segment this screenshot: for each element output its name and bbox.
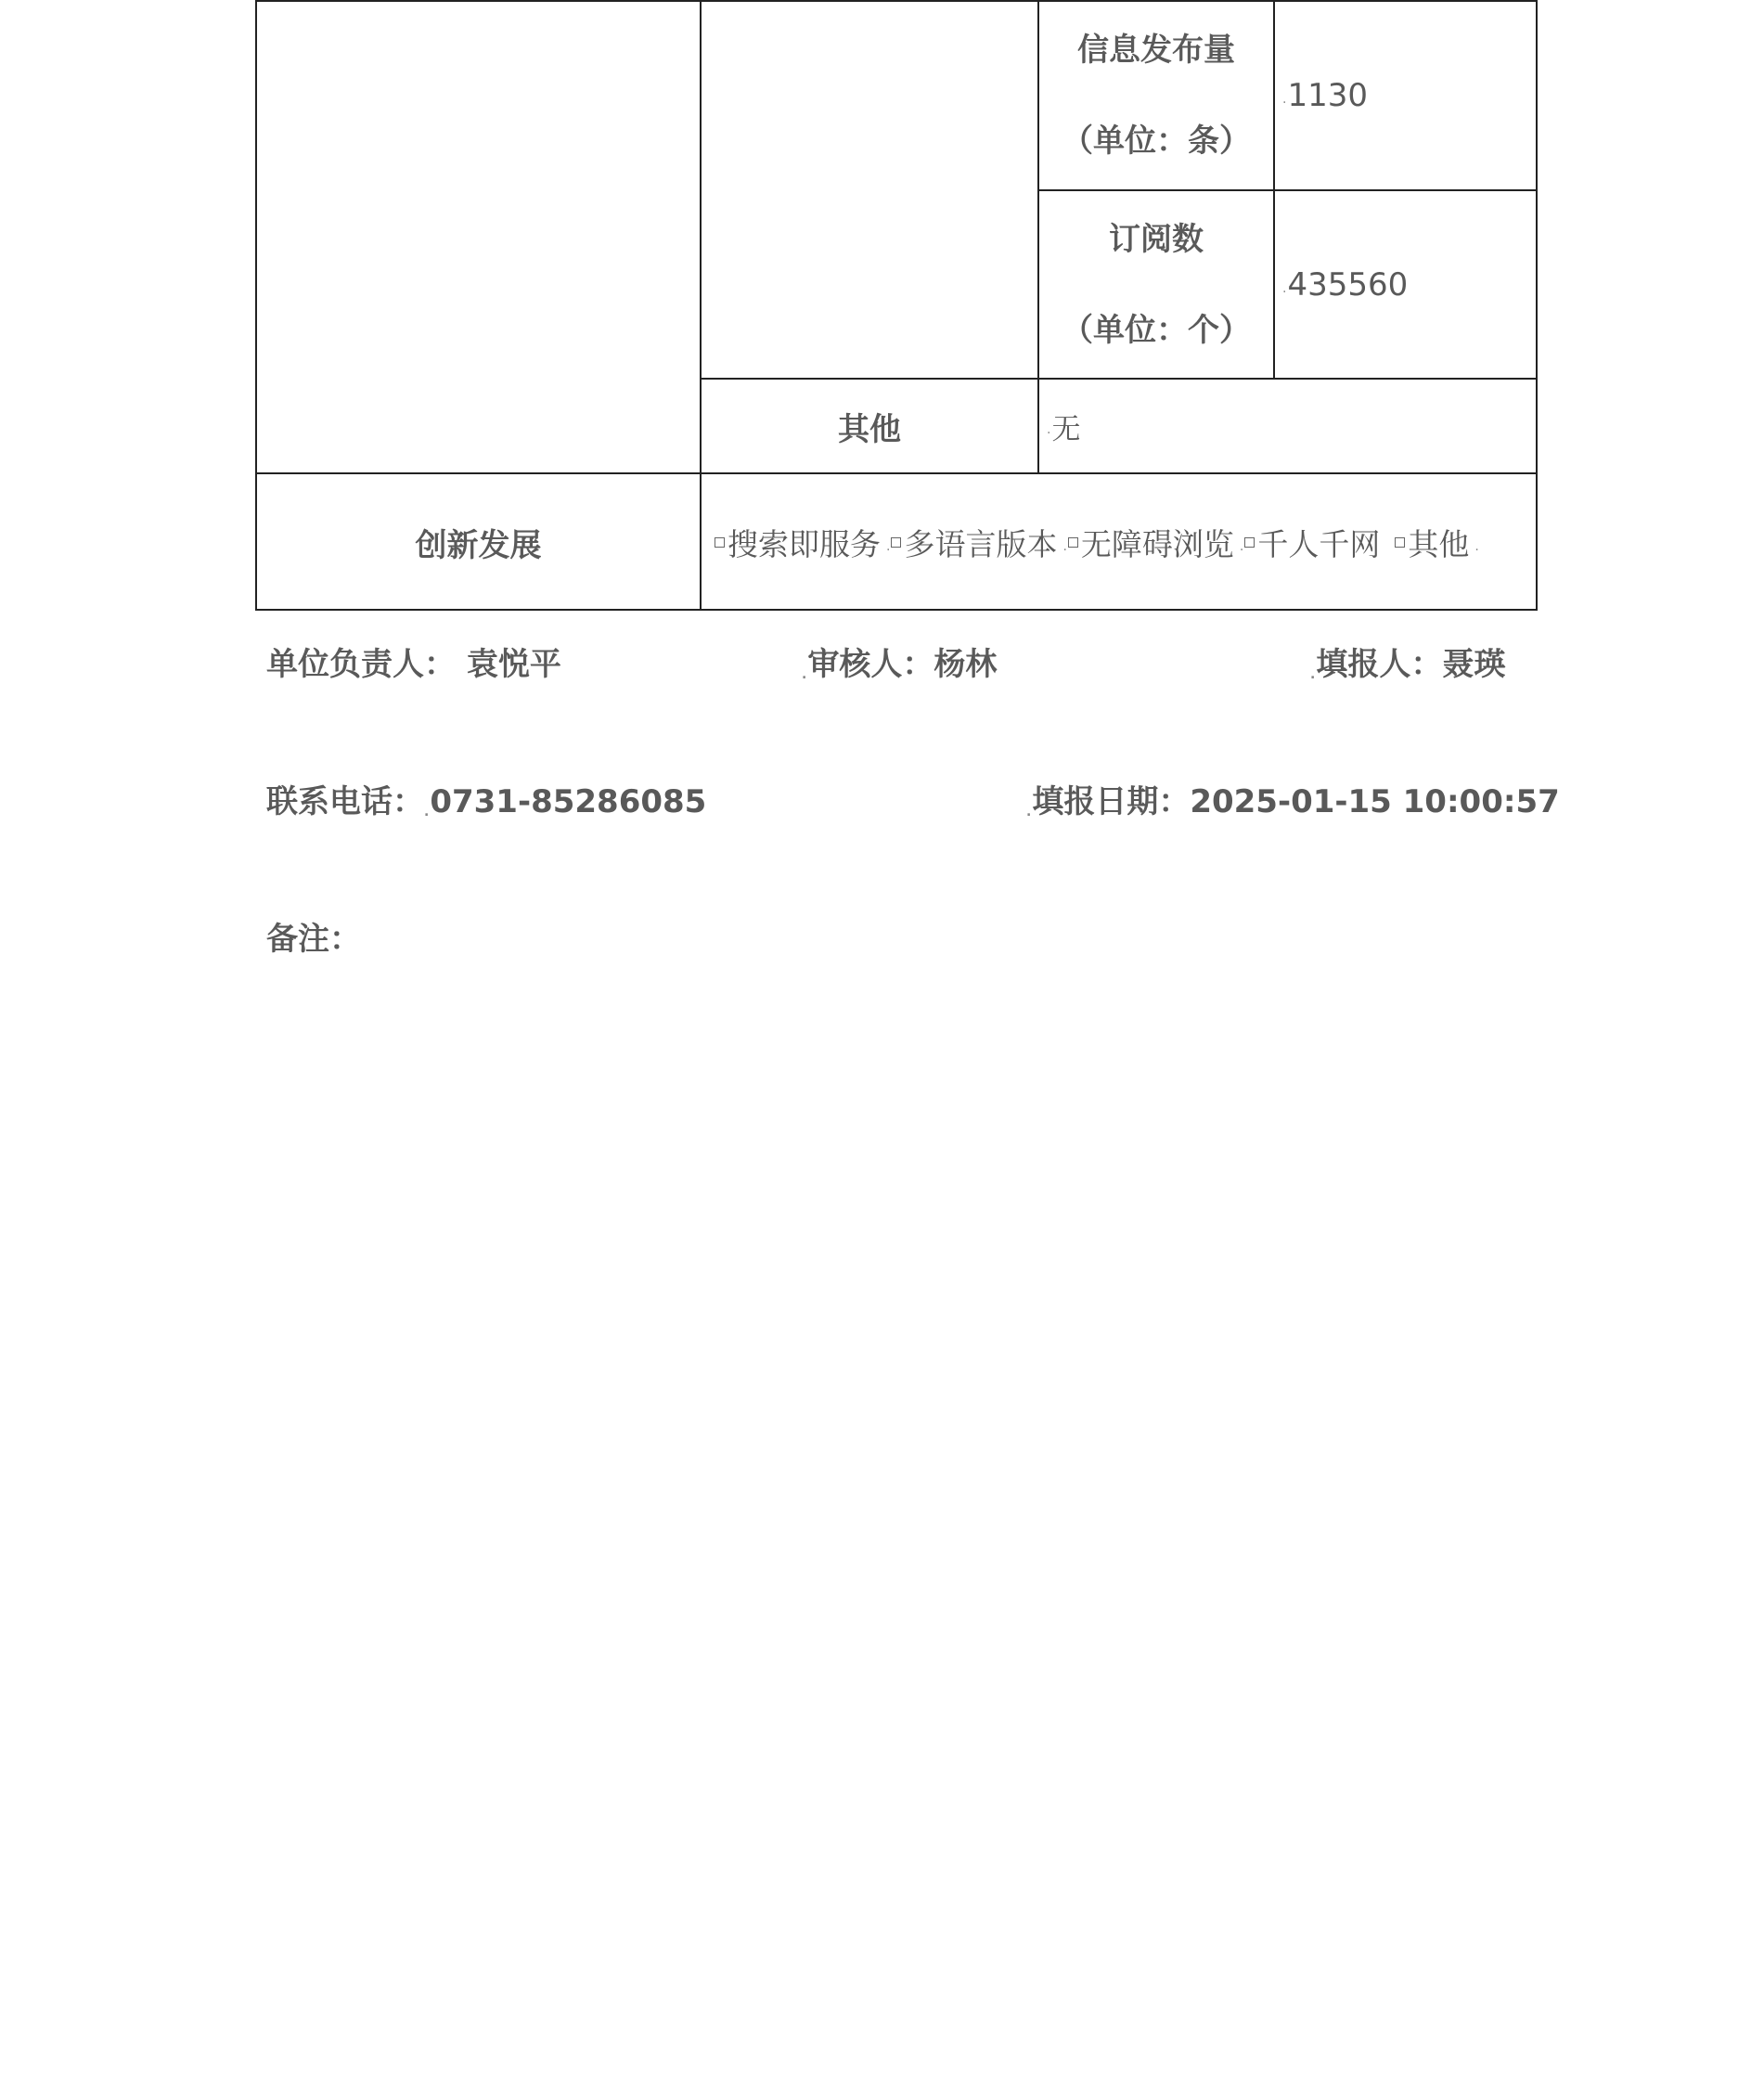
- innovation-label: [257, 474, 700, 611]
- report-table: [255, 0, 1538, 611]
- marker-dot: .: [802, 667, 807, 682]
- checkbox-icon[interactable]: [715, 537, 725, 548]
- reviewer: .审核人：杨林: [802, 646, 998, 683]
- subscribers-label-line2: （单位：个）: [1062, 311, 1251, 349]
- phone-value: 0731-85286085: [430, 783, 707, 820]
- marker-dot: .: [1026, 805, 1032, 820]
- marker-dot: .: [1310, 667, 1316, 682]
- other-value-cell: [1039, 380, 1538, 472]
- marker-dot: .: [1282, 280, 1287, 296]
- other-label: [702, 380, 1037, 472]
- info-count-label-line1: 信息发布量: [1077, 32, 1235, 69]
- option-other[interactable]: 其他: [1395, 521, 1469, 564]
- option-search-service[interactable]: 搜索即服务: [715, 521, 881, 564]
- option-multilingual[interactable]: 多语言版本: [891, 521, 1057, 564]
- contact-phone: 联系电话：.0731-85286085: [266, 783, 707, 820]
- subscribers-value-cell: [1275, 191, 1538, 378]
- innovation-options: [702, 474, 1538, 611]
- innovation-label-text: 创新发展: [415, 527, 542, 564]
- info-count-label: [1039, 2, 1273, 189]
- marker-dot: .: [1062, 538, 1067, 554]
- other-value: 无: [1051, 412, 1081, 446]
- subscribers-value: 435560: [1287, 265, 1409, 303]
- marker-dot: .: [1474, 538, 1479, 554]
- fill-date: .填报日期：2025-01-15 10:00:57: [1026, 783, 1560, 820]
- other-label-text: 其他: [838, 410, 901, 448]
- checkbox-icon[interactable]: [1068, 537, 1078, 548]
- subscribers-label-line1: 订阅数: [1109, 220, 1204, 258]
- checkbox-icon[interactable]: [1395, 537, 1405, 548]
- filler: .填报人：聂瑛: [1310, 646, 1506, 683]
- marker-dot: .: [1239, 538, 1244, 554]
- marker-dot: .: [1282, 92, 1287, 107]
- info-count-value-cell: [1275, 2, 1538, 189]
- subscribers-label: [1039, 191, 1273, 378]
- info-count-label-line2: （单位：条）: [1062, 123, 1251, 160]
- option-personalized[interactable]: 千人千网: [1244, 521, 1380, 564]
- marker-dot: .: [1047, 422, 1051, 437]
- marker-dot: .: [424, 805, 430, 820]
- remarks: 备注：: [266, 921, 361, 958]
- unit-head: 单位负责人： 袁悦平: [266, 646, 561, 683]
- option-accessible[interactable]: 无障碍浏览: [1068, 521, 1234, 564]
- info-count-value: 1130: [1287, 77, 1368, 114]
- checkbox-icon[interactable]: [1244, 537, 1255, 548]
- checkbox-icon[interactable]: [891, 537, 901, 548]
- marker-dot: .: [886, 538, 891, 554]
